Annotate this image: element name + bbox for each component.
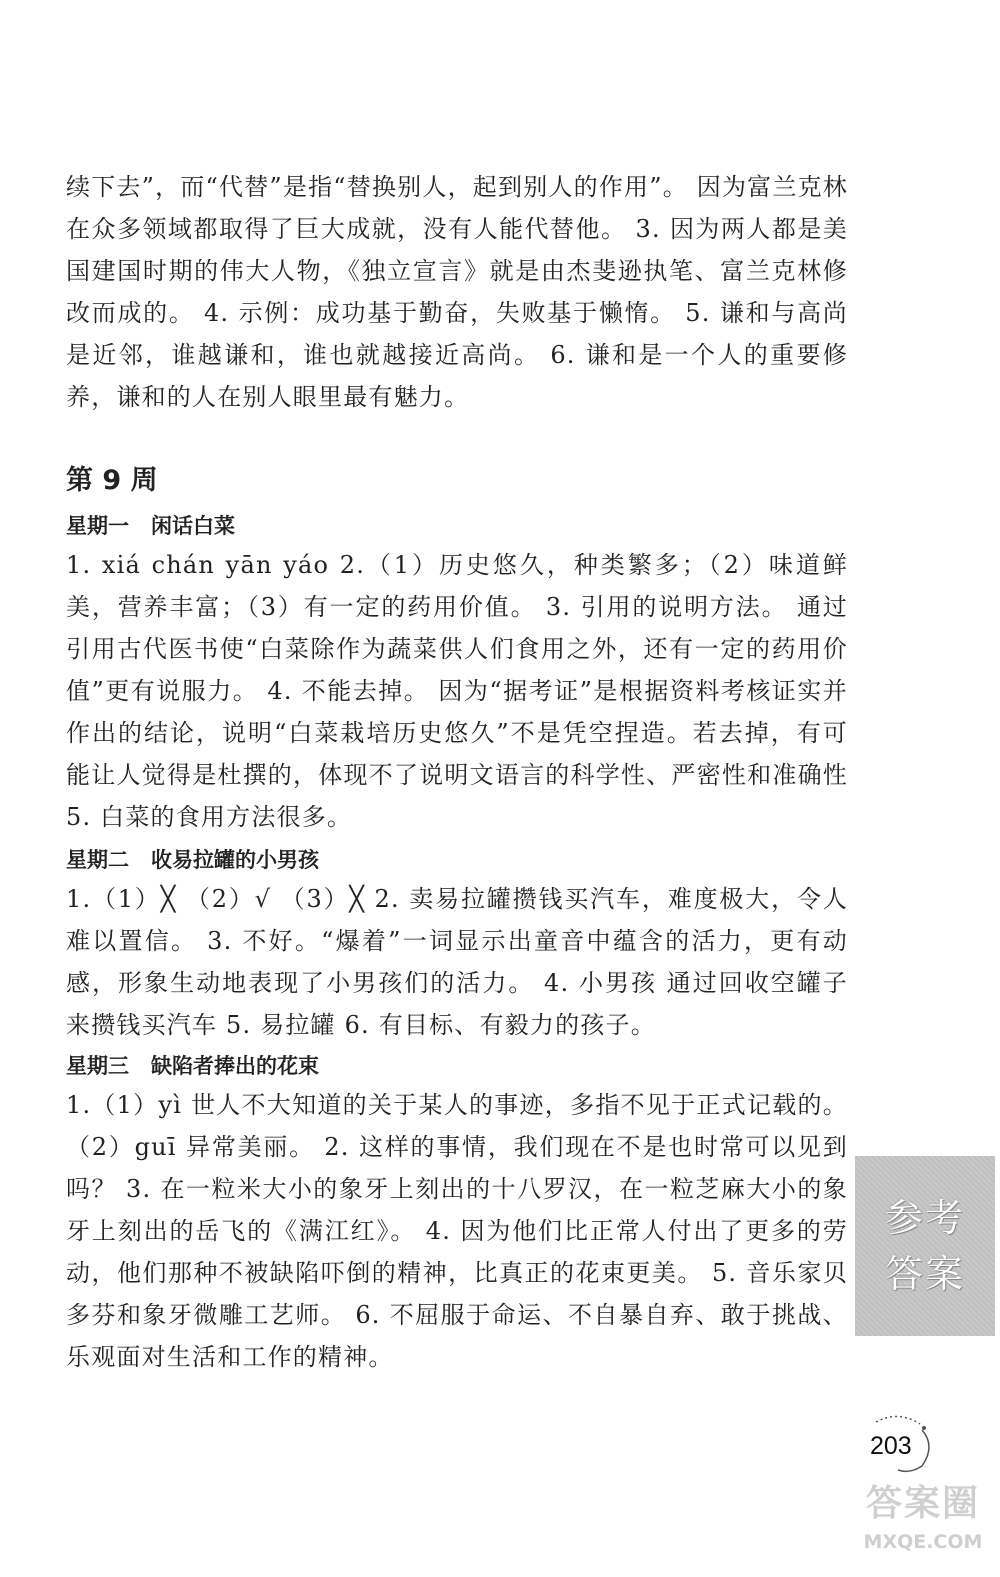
watermark-brand: 答案圈	[865, 1483, 980, 1524]
monday-title: 闲话白菜	[151, 514, 235, 538]
tuesday-heading	[66, 844, 319, 874]
wednesday-heading	[66, 1050, 319, 1080]
side-tab-line-2: 答案	[884, 1252, 965, 1296]
wednesday-answers: 1.（1）yì 世人不大知道的关于某人的事迹，多指不见于正式记载的。（2）guī 异常美丽。 2. 这样的事情，我们现在不是也时常可以见到吗？ 3. 在一粒米大小的象牙上刻出的十八罗汉，在一粒芝麻大小的象牙上刻出的岳飞的《满江红》。 4. 因为他们比正常人付出了更多的劳动，他们那种不被缺陷吓倒的精神，比真正的花束更美。 5. 音乐家贝多芬和象牙微雕工艺师。 6. 不屈服于命运、不自暴自弃、敢于挑战、乐观面对生活和工作的精神。	[66, 1091, 848, 1371]
monday-label: 星期一	[66, 514, 129, 538]
site-watermark	[858, 1478, 988, 1570]
page-number: 203	[870, 1432, 912, 1460]
watermark-url: MXQE.COM	[863, 1531, 983, 1553]
answer-key-side-tab	[855, 1156, 995, 1336]
wednesday-title: 缺陷者捧出的花束	[151, 1054, 319, 1078]
monday-heading	[66, 510, 235, 540]
wednesday-label: 星期三	[66, 1054, 129, 1078]
side-tab-line-1: 参考	[884, 1196, 965, 1240]
tuesday-answers: 1.（1）╳ （2）√ （3）╳ 2. 卖易拉罐攒钱买汽车，难度极大，令人难以置信。 3. 不好。“爆着”一词显示出童音中蕴含的活力，更有动感，形象生动地表现了小男孩们的活力。 4. 小男孩 通过回收空罐子来攒钱买汽车 5. 易拉罐 6. 有目标、有毅力的孩子。	[66, 885, 848, 1039]
monday-answers: 1. xiá chán yān yáo 2.（1）历史悠久，种类繁多；（2）味道鲜美，营养丰富；（3）有一定的药用价值。 3. 引用的说明方法。 通过引用古代医书使“白菜除作为蔬菜供人们食用之外，还有一定的药用价值”更有说服力。 4. 不能去掉。 因为“据考证”是根据资料考核证实并作出的结论，说明“白菜栽培历史悠久”不是凭空捏造。若去掉，有可能让人觉得是杜撰的，体现不了说明文语言的科学性、严密性和准确性 5. 白菜的食用方法很多。	[66, 551, 848, 831]
week8-answers-continuation: 续下去”，而“代替”是指“替换别人，起到别人的作用”。 因为富兰克林在众多领域都取得了巨大成就，没有人能代替他。 3. 因为两人都是美国建国时期的伟大人物，《独立宣言》就是由杰斐逊执笔、富兰克林修改而成的。 4. 示例：成功基于勤奋，失败基于懒惰。 5. 谦和与高尚是近邻，谁越谦和，谁也就越接近高尚。 6. 谦和是一个人的重要修养，谦和的人在别人眼里最有魅力。	[66, 173, 848, 411]
tuesday-label: 星期二	[66, 848, 129, 872]
week-heading: 第 9 周	[66, 465, 158, 496]
tuesday-title: 收易拉罐的小男孩	[151, 848, 319, 872]
